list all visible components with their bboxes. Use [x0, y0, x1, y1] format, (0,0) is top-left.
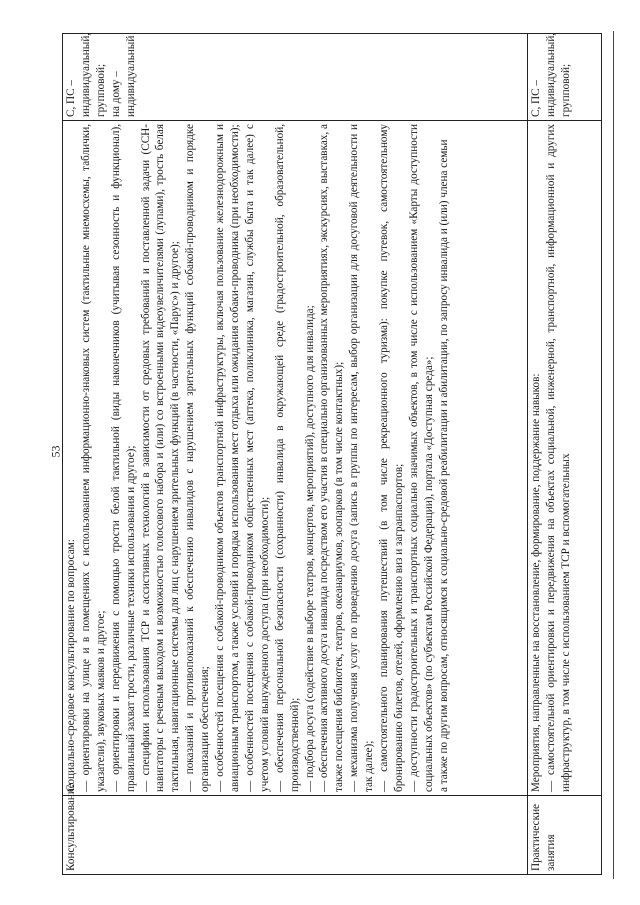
service-type-cell: Практические занятия: [528, 796, 602, 875]
content-line: — ориентировки и передвижения с помощью трости белой тактильной (виды наконечников (учитывая сезонность и функционал), правильный захват трости, различные техники использования и другое);: [109, 124, 137, 792]
form-line: индивидуальный: [124, 35, 137, 117]
service-type-cell: Консультирование: [63, 796, 528, 875]
content-line: а также по другим вопросам, относящимся к социально-средовой реабилитации и абилитации, по запросу инвалида и (или) члена семьи: [437, 139, 450, 792]
content-line: — обеспечения активного досуга инвалида посредством его участия в специально организованных мероприятиях, экскурсиях, выставках, а также посещения библиотек, театров, океанариумов, зоопарков (в том числе контактных);: [318, 124, 346, 792]
content-line: — специфики использования ТСР и ассистивных технологий в зависимости от средовых требований и поставленной задачи (ССН-навигаторы с речевым выходом и возможностью голосового набора и (или) со встроенными видеоувеличителями (лупами), трость белая тактильная, навигационные системы для лиц с нарушением зрительных функций (в частности, «Парус») и другое);: [139, 124, 182, 792]
content-line: — самостоятельной ориентировки и передвижения на объектах социальной, инженерной, транспортной, информационной и других инфраструктур, в том числе с использованием ТСР и вспомогательных: [544, 124, 572, 792]
page-edge-line: [613, 31, 614, 879]
page-number: 53: [48, 445, 63, 458]
content-line: — механизма получения услуг по проведению досуга (запись в группы по интересам, выбор организации для досуговой деятельности и так далее);: [348, 124, 376, 792]
form-line: индивидуальный, групповой;: [79, 32, 107, 117]
content-line: — особенностей посещения с собакой-проводником общественных мест (аптека, поликлиника, магазин, службы быта и так далее) с учетом условий вынужденного доступа (при необходимости);: [243, 124, 271, 792]
content-line: — доступности градостроительных и транспортных социально значимых объектов, в том числе с использованием «Карты доступности социальных объектов» (по субъектам Российской Федерации), портала «Доступная среда»;: [407, 124, 435, 792]
form-line: С, ПС –: [65, 80, 77, 117]
content-line: — подбора досуга (содействие в выборе театров, концертов, мероприятий), доступного для инвалида;: [303, 305, 316, 792]
content-line: — обеспечения персональной безопасности (сохранности) инвалида в окружающей среде (градостроительной, образовательной, производственной);: [273, 124, 301, 792]
table-row: [63, 34, 528, 875]
form-line: на дому –: [109, 71, 122, 117]
content-line: — ориентировки на улице и в помещениях с использованием информационно-знаковых систем (тактильные мнемосхемы, таблички, указатели), звуковых маяков и другое;: [79, 124, 107, 792]
content-line: Мероприятия, направленные на восстановление, формирование, поддержание навыков:: [530, 373, 542, 792]
service-content-cell: [528, 121, 602, 796]
service-form-cell: [63, 34, 528, 121]
services-table: [62, 33, 602, 875]
form-line: индивидуальный, групповой;: [544, 32, 572, 117]
content-line: Социально-средовое консультирование по вопросам:: [65, 539, 77, 792]
content-line: — особенностей посещения с собакой-проводником объектов транспортной инфраструктуры, включая пользование железнодорожным и авиационным транспортом, а также условий и порядка использования мест отдыха или ожидания собаки-проводника (при необходимости);: [214, 124, 241, 792]
form-line: С, ПС –: [530, 80, 542, 117]
rotated-table-container: [62, 33, 602, 875]
content-line: — самостоятельного планирования путешествий (в том числе рекреационного туризма): покупке путевок, самостоятельному бронированию билетов, отелей, оформлению виз и загранпаспортов;: [378, 124, 405, 792]
service-form-cell: [528, 34, 602, 121]
table-row: [528, 34, 602, 875]
service-content-cell: [63, 121, 528, 796]
content-line: — показаний и противопоказаний к обеспечению инвалидов с нарушением зрительных функций собакой-проводником и порядке организации обеспечения;: [184, 124, 212, 792]
